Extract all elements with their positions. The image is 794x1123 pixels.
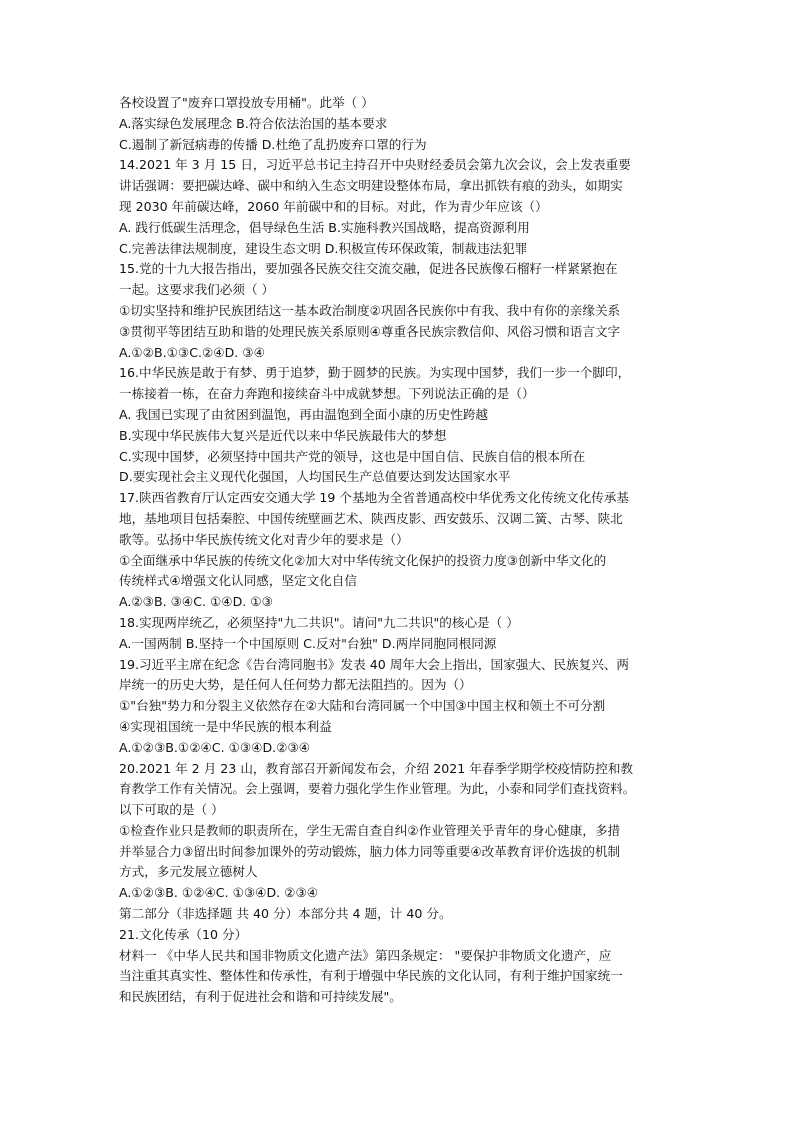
text-line: 当注重其真实性、整体性和传承性，有利于增强中华民族的文化认同，有利于维护国家统一 xyxy=(119,968,623,984)
text-line: 19.习近平主席在纪念《告台湾同胞书》发表 40 周年大会上指出，国家强大、民族复兴、两 xyxy=(119,656,630,672)
text-line: ①检查作业只是教师的职责所在，学生无需自查自纠②作业管理关乎青年的身心健康，多措 xyxy=(119,822,621,838)
text-line: 岸统一的历史大势，是任何人任何势力都无法阻挡的。因为（） xyxy=(119,677,472,693)
text-line: ①"台独"势力和分裂主义依然存在②大陆和台湾同属一个中国③中国主权和领土不可分割 xyxy=(119,698,606,714)
text-line: 15.党的十九大报告指出，要加强各民族交往交流交融，促进各民族像石榴籽一样紧紧抱在 xyxy=(119,261,618,277)
text-line: 18.实现两岸统乙，必须坚持"九二共识"。请问"九二共识"的核心是（ ） xyxy=(119,614,519,630)
text-line: 17.陕西省教育厅认定西安交通大学 19 个基地为全省普通高校中华优秀文化传统文化传承基 xyxy=(119,490,630,506)
text-line: A.落实绿色发展理念 B.符合依法治国的基本要求 xyxy=(119,115,388,131)
text-line: 20.2021 年 2 月 23 山，教育部召开新闻发布会，介绍 2021 年春季学期学校疫情防控和教 xyxy=(119,760,634,776)
text-line: 讲话强调：要把碳达峰、碳中和纳入生态文明建设整体布局，拿出抓铁有痕的劲头，如期实 xyxy=(119,178,623,194)
text-line: C.完善法律法规制度，建设生态文明 D.积极宣传环保政策，制裁违法犯罪 xyxy=(119,240,528,256)
text-line: A.②③B. ③④C. ①④D. ①③ xyxy=(119,594,273,610)
text-line: ④实现祖国统一是中华民族的根本利益 xyxy=(119,718,332,734)
text-line: C.遏制了新冠病毒的传播 D.杜绝了乱扔废弃口罩的行为 xyxy=(119,136,427,152)
text-line: 第二部分（非选择题 共 40 分）本部分共 4 题，计 40 分。 xyxy=(119,906,452,922)
text-line: A. 践行低碳生活理念，倡导绿色生活 B.实施科教兴国战略，提高资源利用 xyxy=(119,219,530,235)
text-line: 一栋接着一栋，在奋力奔跑和接续奋斗中成就梦想。下列说法正确的是（） xyxy=(119,386,535,402)
document-page xyxy=(119,93,679,1008)
text-line: 16.中华民族是敢于有梦、勇于追梦，勤于圆梦的民族。为实现中国梦，我们一步一个脚印， xyxy=(119,365,631,381)
text-line: A.一国两制 B.坚持一个中国原则 C.反对"台独" D.两岸同胞同根同源 xyxy=(119,635,497,651)
text-line: 和民族团结，有利于促进社会和谐和可持续发展"。 xyxy=(119,989,402,1005)
text-line: B.实现中华民族伟大复兴是近代以来中华民族最伟大的梦想 xyxy=(119,427,447,443)
text-line: 育教学工作有关情况。会上强调，要着力强化学生作业管理。为此，小泰和同学们查找资料。 xyxy=(119,781,636,797)
text-line: ③贯彻平等团结互助和谐的处理民族关系原则④尊重各民族宗教信仰、风俗习惯和语言文字 xyxy=(119,323,621,339)
text-line: A.①②③B.①②④C. ①③④D.②③④ xyxy=(119,739,311,755)
text-line: A.①②B.①③C.②④D. ③④ xyxy=(119,344,265,360)
text-line: ①切实坚持和维护民族团结这一基本政治制度②巩固各民族你中有我、我中有你的亲缘关系 xyxy=(119,302,621,318)
text-line: ①全面继承中华民族的传统文化②加大对中华传统文化保护的投资力度③创新中华文化的 xyxy=(119,552,607,568)
text-line: 歌等。弘扬中华民族传统文化对青少年的要求是（） xyxy=(119,531,409,547)
text-line: 21.文化传承（10 分） xyxy=(119,926,248,942)
text-line: 现 2030 年前碳达峰，2060 年前碳中和的目标。对此，作为青少年应该（） xyxy=(119,198,548,214)
text-line: 方式，多元发展立德树人 xyxy=(119,864,258,880)
text-line: 传统样式④增强文化认同感，坚定文化自信 xyxy=(119,573,357,589)
text-line: A.①②③B. ①②④C. ①③④D. ②③④ xyxy=(119,885,319,901)
text-line: 地，基地项目包括秦腔、中国传统壁画艺术、陕西皮影、西安鼓乐、汉调二簧、古琴、陕北 xyxy=(119,510,623,526)
text-line: 一起。这要求我们必须（ ） xyxy=(119,282,275,298)
text-line: 材料一 《中华人民共和国非物质文化遗产法》第四条规定： "要保护非物质文化遗产，应 xyxy=(119,947,612,963)
text-line: D.要实现社会主义现代化强国，人均国民生产总值要达到发达国家水平 xyxy=(119,469,511,485)
text-line: C.实现中国梦，必须坚持中国共产党的领导，这也是中国自信、民族自信的根本所在 xyxy=(119,448,586,464)
text-line: 并举显合力③留出时间参加课外的劳动锻炼，脑力体力同等重要④改革教育评价选拔的机制 xyxy=(119,843,621,859)
text-line: A. 我国已实现了由贫困到温饱，再由温饱到全面小康的历史性跨越 xyxy=(119,406,489,422)
text-line: 14.2021 年 3 月 15 日，习近平总书记主持召开中央财经委员会第九次会议，会上发表重要 xyxy=(119,157,631,173)
text-line: 以下可取的是（ ） xyxy=(119,802,224,818)
text-line: 各校设置了"废弃口罩投放专用桶"。此举（ ） xyxy=(119,95,374,110)
